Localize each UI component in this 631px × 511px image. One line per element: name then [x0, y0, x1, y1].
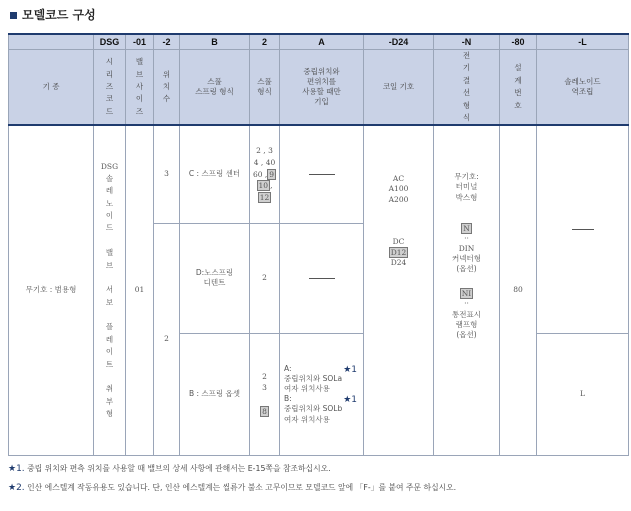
label-valve-size: 밸 브 사 이 즈: [126, 50, 154, 126]
code-cell: -2: [154, 34, 180, 50]
code-cell: -01: [126, 34, 154, 50]
code-cell: DSG: [94, 34, 126, 50]
reverse-none: [537, 125, 629, 333]
wiring-cell: 무기호: 터미널 박스형 N ·· DIN 커넥터형 (옵션) NI ·· 통전표시 램프형 (옵션): [434, 125, 500, 455]
label-coil: 코일 기호: [364, 50, 434, 126]
label-neutral: 중립위치와 편위치를 사용할 때만 기입: [280, 50, 364, 126]
footnote-1: ★1. 중립 위치와 편측 위치를 사용할 때 밸브의 상세 사항에 관해서는 E-15쪽을 참조하십시오.: [8, 464, 331, 474]
positions-2: 2: [154, 223, 180, 455]
model-code-table: [8, 33, 629, 456]
label-model: 기 종: [9, 50, 94, 126]
spring-b: B : 스프링 옵셋: [180, 333, 250, 455]
label-header-row: [9, 50, 629, 126]
positions-3: 3: [154, 125, 180, 223]
spool-c: 2 , 3 4 , 40 60 , 9 10 , 12: [250, 125, 280, 223]
model-type: 무기호 : 범용형: [9, 125, 94, 455]
section-title-text: 모델코드 구성: [22, 8, 96, 22]
spool-d: 2: [250, 223, 280, 333]
neutral-c: [280, 125, 364, 223]
neutral-b: A: ★1 중립위치와 SOLa 여자 위치사용 B: ★1 중립위치와 SOLb 여자 위치사용: [280, 333, 364, 455]
coil-cell: AC A100 A200 DC D12 D24: [364, 125, 434, 455]
label-positions: 위 치 수: [154, 50, 180, 126]
code-cell: -L: [537, 34, 629, 50]
valve-size: 01: [126, 125, 154, 455]
neutral-d: [280, 223, 364, 333]
code-cell: -80: [500, 34, 537, 50]
code-cell: -D24: [364, 34, 434, 50]
label-reverse: 솔레노이드 역조립: [537, 50, 629, 126]
code-cell: -N: [434, 34, 500, 50]
reverse-l: L: [537, 333, 629, 455]
spring-c: C : 스프링 센터: [180, 125, 250, 223]
code-cell: A: [280, 34, 364, 50]
footnotes: [8, 463, 456, 501]
label-spool: 스풀 형식: [250, 50, 280, 126]
series-desc: DSG 솔 레 노 이 드 밸 브 서 보 플 레 이 트 취 부 형: [94, 125, 126, 455]
label-spring: 스풀 스프링 형식: [180, 50, 250, 126]
code-header-row: [9, 34, 629, 50]
spool-b: 2 3 8: [250, 333, 280, 455]
label-wiring: 전 기 결 선 형 식: [434, 50, 500, 126]
label-design: 설 계 번 호: [500, 50, 537, 126]
code-empty: [9, 34, 94, 50]
footnote-2: ★2. 인산 에스텔계 작동유용도 있습니다. 단, 인산 에스텔계는 씰류가 불소 고무이므로 모델코드 앞에 「F-」를 붙여 주문 하십시오.: [8, 483, 457, 493]
code-cell: 2: [250, 34, 280, 50]
bullet-square-icon: [10, 12, 17, 19]
label-series: 시 리 즈 코 드: [94, 50, 126, 126]
code-cell: B: [180, 34, 250, 50]
table-row: [9, 125, 629, 223]
section-title: [10, 6, 96, 23]
design-no: 80: [500, 125, 537, 455]
spring-d: D:노스프링 디텐트: [180, 223, 250, 333]
